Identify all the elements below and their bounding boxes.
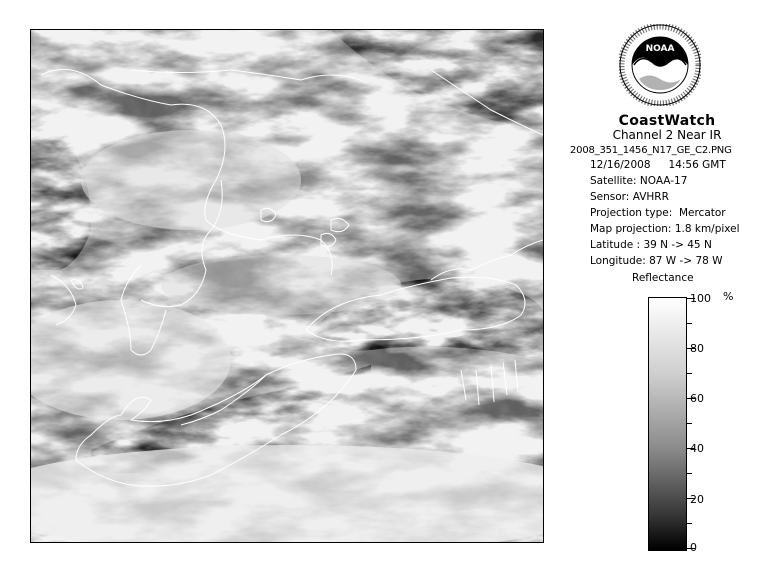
scale-label-100: 100 bbox=[690, 292, 711, 305]
scale-unit: % bbox=[723, 290, 734, 303]
date-time-row bbox=[590, 159, 782, 171]
brand-title: CoastWatch bbox=[618, 113, 716, 129]
scale-label-60: 60 bbox=[690, 392, 704, 405]
satellite-map bbox=[30, 29, 544, 543]
noaa-logo bbox=[619, 24, 701, 106]
info-panel bbox=[560, 113, 782, 267]
scale-label-0: 0 bbox=[690, 541, 697, 554]
scale-title: Reflectance bbox=[632, 272, 694, 284]
scale-tick bbox=[686, 523, 692, 524]
time-value: 14:56 GMT bbox=[668, 159, 726, 171]
cloud-bank-huron bbox=[81, 130, 301, 230]
cloud-bank-south bbox=[31, 445, 543, 542]
scale-label-80: 80 bbox=[690, 342, 704, 355]
meta-satellite: Satellite: NOAA-17 bbox=[590, 175, 688, 187]
scale-tick bbox=[686, 323, 692, 324]
file-name: 2008_351_1456_N17_GE_C2.PNG bbox=[570, 145, 732, 156]
scale-label-20: 20 bbox=[690, 493, 704, 506]
scale-label-40: 40 bbox=[690, 442, 704, 455]
scale-tick bbox=[686, 473, 692, 474]
meta-latitude: Latitude : 39 N -> 45 N bbox=[590, 239, 712, 251]
reflectance-scale-bar bbox=[648, 297, 687, 551]
meta-sensor: Sensor: AVHRR bbox=[590, 191, 669, 203]
scale-tick bbox=[686, 373, 692, 374]
date-value: 12/16/2008 bbox=[590, 159, 651, 171]
meta-projection-type: Projection type: Mercator bbox=[590, 207, 726, 219]
logo-text: NOAA bbox=[645, 44, 675, 54]
channel-label: Channel 2 Near IR bbox=[612, 128, 722, 142]
meta-map-projection: Map projection: 1.8 km/pixel bbox=[590, 223, 740, 235]
meta-longitude: Longitude: 87 W -> 78 W bbox=[590, 255, 723, 267]
scale-tick bbox=[686, 423, 692, 424]
cloud-streak bbox=[161, 255, 401, 315]
